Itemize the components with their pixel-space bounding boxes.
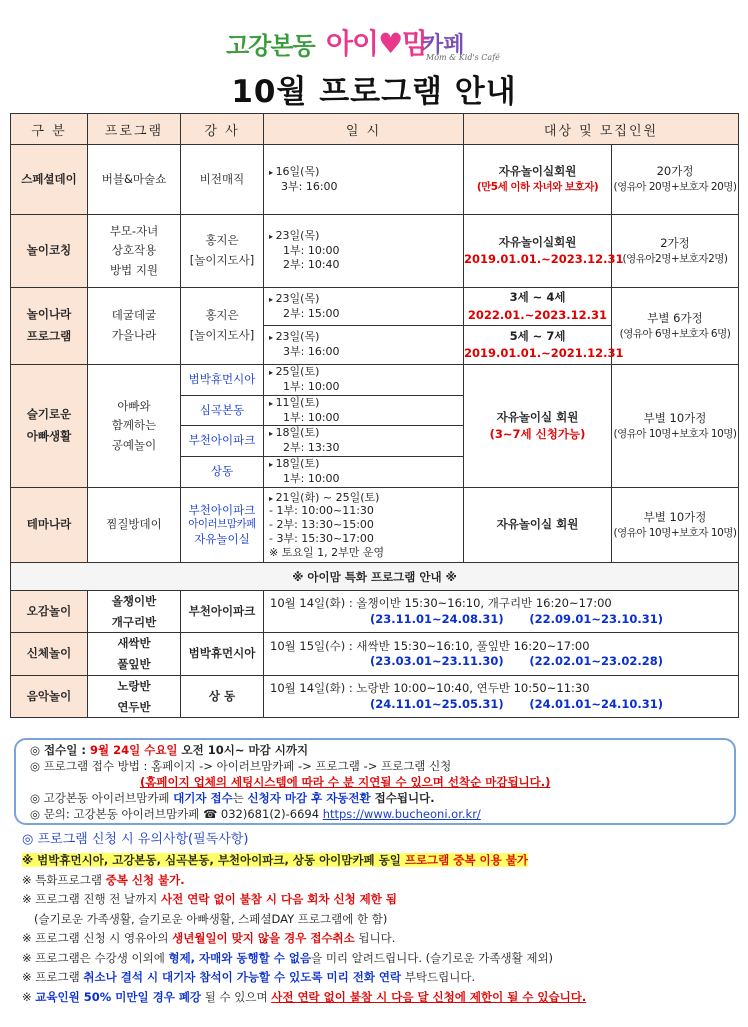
target-sub: 2022.01.~2023.12.31 <box>467 307 608 322</box>
row-program: 찜질방데이 <box>88 488 181 563</box>
target-sub: 2019.01.01.~2021.12.31 <box>464 346 624 360</box>
row-instructor <box>181 288 264 365</box>
site-name: 범박휴먼시아 <box>181 365 264 396</box>
note-item <box>22 968 738 988</box>
schedule-time: 1부: 10:00 <box>283 472 340 486</box>
table-header-row <box>11 114 739 145</box>
header-target: 대상 및 모집인원 <box>464 114 739 145</box>
row-schedule <box>264 215 464 288</box>
category-line: 놀이나라 <box>26 307 72 322</box>
header-category: 구 분 <box>11 114 88 145</box>
row-program <box>88 365 181 488</box>
note-highlight: 프로그램 중복 이용 불가 <box>404 853 528 868</box>
row-category: 오감놀이 <box>11 591 88 633</box>
info-line: (홈페이지 업체의 세팅시스템에 따라 수 분 지연될 수 있으며 선착순 마감됩니다.) <box>140 775 551 790</box>
schedule-time: - 1부: 10:00~11:30 <box>269 504 374 518</box>
category-line: 슬기로운 <box>26 407 72 422</box>
row-category <box>11 365 88 488</box>
row-detail <box>264 591 739 633</box>
row-schedule <box>264 488 464 563</box>
note-item: (슬기로운 가족생활, 슬기로운 아빠생활, 스페셜DAY 프로그램에 한 함) <box>34 911 388 926</box>
row-instructor <box>181 488 264 563</box>
row-schedule <box>264 145 464 215</box>
row-place: 상 동 <box>181 675 264 717</box>
table-row <box>11 215 739 288</box>
info-label: ◎ 접수일 : <box>30 743 90 757</box>
program-line: 풀잎반 <box>117 657 151 672</box>
row-instructor: 비전매직 <box>181 145 264 215</box>
row-detail <box>264 633 739 675</box>
row-program <box>88 675 181 717</box>
schedule-time: - 2부: 13:30~15:00 <box>269 518 374 532</box>
site-name: 상동 <box>181 457 264 488</box>
schedule-time: 1부: 10:00 <box>283 379 340 393</box>
row-count <box>612 215 739 288</box>
program-line: 방법 지원 <box>109 262 159 277</box>
note-text: ※ 프로그램은 수강생 이외에 <box>22 950 169 965</box>
schedule-date: ▸ 23일(목) <box>269 292 463 307</box>
count-sub: (영유아 20명+보호자 20명) <box>613 181 737 194</box>
program-line: 함께하는 <box>111 418 157 433</box>
site-line: 부천아이파크 <box>188 503 256 518</box>
logo-cafe: 카페 <box>422 33 465 58</box>
count-sub: (영유아 6명+보호자 6명) <box>619 327 731 340</box>
range-1: (23.03.01~23.11.30) <box>370 654 504 669</box>
notes-heading: ◎ 프로그램 신청 시 유의사항(필독사항) <box>22 832 249 847</box>
table-row <box>11 288 739 326</box>
info-text: 접수됩니다. <box>370 791 435 806</box>
note-text: ※ 프로그램 <box>22 970 84 985</box>
info-highlight: 신청자 마감 후 자동전환 <box>247 791 371 806</box>
note-item <box>22 851 738 871</box>
row-schedule <box>264 365 464 396</box>
note-highlight: 교육인원 50% 미만일 경우 폐강 <box>35 989 202 1004</box>
note-highlight: 사전 연락 없이 불참 시 다음 달 신청에 제한이 될 수 있습니다. <box>271 989 587 1004</box>
info-text: 오전 10시~ 마감 시까지 <box>177 743 309 757</box>
note-item <box>22 988 738 1008</box>
detail-ranges <box>270 654 738 670</box>
count-sub: (영유아 10명+보호자 10명) <box>613 427 737 440</box>
info-line <box>30 790 720 806</box>
program-line: 올챙이반 <box>111 594 157 609</box>
row-program <box>88 288 181 365</box>
row-category: 음악놀이 <box>11 675 88 717</box>
row-place: 범박휴먼시아 <box>181 633 264 675</box>
schedule-date: ▸ 16일(목) <box>269 165 463 180</box>
contact-text: ◎ 문의: 고강본동 아이러브맘카페 ☎ 032)681(2)-6694 <box>30 807 323 822</box>
row-target <box>464 215 624 288</box>
note-text: ※ 프로그램 진행 전 날까지 <box>22 892 162 907</box>
program-line: 개구리반 <box>111 614 157 629</box>
info-text: ◎ 고강본동 아이러브맘카페 <box>30 791 174 806</box>
range-2: (22.02.01~23.02.28) <box>529 654 663 669</box>
row-target <box>464 488 612 563</box>
target-age: 5세 ~ 7세 <box>509 328 566 343</box>
cafe-logo <box>226 22 536 66</box>
note-text: ※ <box>22 989 36 1004</box>
info-text: 는 <box>232 791 248 806</box>
site-line: 자유놀이실 <box>194 531 250 546</box>
table-row <box>11 365 739 396</box>
program-table <box>10 113 739 718</box>
program-line: 데굴데굴 <box>111 308 157 323</box>
detail-line: 10월 14일(화) : 올챙이반 15:30~16:10, 개구리반 16:20~17:00 <box>270 596 612 611</box>
row-schedule <box>264 395 464 426</box>
schedule-date: ▸ 23일(목) <box>269 229 463 244</box>
note-text: ※ 특화프로그램 <box>22 872 106 887</box>
row-schedule <box>264 426 464 457</box>
note-highlight: 중복 신청 불가. <box>105 872 185 887</box>
schedule-time: 1부: 10:00 <box>283 410 340 424</box>
range-2: (24.01.01~24.10.31) <box>529 696 663 711</box>
schedule-date: ▸ 23일(목) <box>269 330 463 345</box>
info-line <box>30 806 720 822</box>
schedule-time: - 3부: 15:30~17:00 <box>269 531 374 545</box>
table-row <box>11 591 739 633</box>
table-row <box>11 563 739 591</box>
note-text: 될 수 있으며 <box>201 989 272 1004</box>
target-title: 자유놀이실 회원 <box>496 409 579 424</box>
program-line: 부모-자녀 <box>109 223 159 238</box>
note-text: 됩니다. <box>354 931 396 946</box>
target-title: 자유놀이실 회원 <box>496 517 579 532</box>
logo-korean: 고강본동 <box>226 32 315 60</box>
schedule-date: ▸ 21일(화) ~ 25일(토) <box>269 491 463 505</box>
schedule-time: 3부: 16:00 <box>281 179 338 193</box>
site-name: 부천아이파크 <box>181 426 264 457</box>
note-text: ※ 범박휴먼시아, 고강본동, 심곡본동, 부천아이파크, 상동 아이맘카페 동일 <box>22 853 405 868</box>
info-line: ◎ 프로그램 접수 방법 : 홈페이지 -> 아이러브맘카페 -> 프로그램 -> 프로그램 신청 <box>30 759 452 774</box>
schedule-date: ▸ 18일(토) <box>269 426 463 441</box>
schedule-time: 1부: 10:00 <box>283 243 340 257</box>
header-program: 프로그램 <box>88 114 181 145</box>
row-count <box>612 145 739 215</box>
table-row <box>11 633 739 675</box>
target-title: 자유놀이실회원 <box>498 234 577 249</box>
page-title: 10월 프로그램 안내 <box>231 74 517 110</box>
site-line: 아이러브맘카페 <box>188 518 256 531</box>
row-count <box>612 288 739 365</box>
schedule-date: ▸ 18일(토) <box>269 457 463 472</box>
note-highlight: 형제, 자매와 동행할 수 없음 <box>168 950 312 965</box>
detail-line: 10월 14일(화) : 노랑반 10:00~10:40, 연두반 10:50~11:30 <box>270 680 590 695</box>
row-target <box>464 288 612 326</box>
count-value: 2가정 <box>660 235 690 250</box>
table-row <box>11 145 739 215</box>
registration-date: 9월 24일 수요일 <box>89 743 178 757</box>
row-category: 스페셜데이 <box>11 145 88 215</box>
info-line <box>30 742 720 758</box>
note-highlight: 취소나 결석 시 대기자 참석이 가능할 수 있도록 미리 전화 연락 <box>83 970 402 985</box>
logo-aimom: 아이♥맘 <box>326 27 429 60</box>
special-program-heading: ※ 아이맘 특화 프로그램 안내 ※ <box>11 563 739 591</box>
row-target <box>464 326 624 365</box>
schedule-time: 2부: 13:30 <box>283 441 340 455</box>
count-sub: (영유아2명+보호자2명) <box>622 252 728 265</box>
header-datetime: 일 시 <box>264 114 464 145</box>
row-program: 버블&마술쇼 <box>88 145 181 215</box>
note-item <box>22 871 738 891</box>
row-program <box>88 633 181 675</box>
count-value: 부별 10가정 <box>643 509 707 524</box>
row-category: 신체놀이 <box>11 633 88 675</box>
info-highlight: 대기자 접수 <box>173 791 233 806</box>
instructor-name: 홍지은 <box>205 308 239 323</box>
row-target <box>464 365 612 488</box>
count-sub: (영유아 10명+보호자 10명) <box>613 526 737 539</box>
table-row <box>11 488 739 563</box>
target-sub: 2019.01.01.~2023.12.31 <box>464 252 624 266</box>
note-text: ※ 프로그램 신청 시 영유아의 <box>22 931 173 946</box>
category-line: 아빠생활 <box>26 429 72 444</box>
target-sub: (만5세 이하 자녀와 보호자) <box>476 181 599 194</box>
row-count <box>612 365 739 488</box>
range-1: (23.11.01~24.08.31) <box>370 611 504 626</box>
target-title: 자유놀이실회원 <box>498 164 577 178</box>
count-value: 20가정 <box>656 164 694 178</box>
note-item <box>22 929 738 949</box>
target-sub: (3~7세 신청가능) <box>489 427 586 442</box>
range-1: (24.11.01~25.05.31) <box>370 696 504 711</box>
row-count <box>612 488 739 563</box>
row-schedule <box>264 457 464 488</box>
instructor-name: 홍지은 <box>205 233 239 248</box>
row-program <box>88 591 181 633</box>
website-link[interactable]: https://www.bucheoni.or.kr/ <box>322 807 481 822</box>
count-value: 부별 10가정 <box>643 410 707 425</box>
note-item <box>22 949 738 969</box>
row-program <box>88 215 181 288</box>
detail-ranges <box>270 697 738 713</box>
row-place: 부천아이파크 <box>181 591 264 633</box>
instructor-title: [놀이지도사] <box>189 328 255 342</box>
note-item <box>22 890 738 910</box>
note-highlight: 생년월일이 맞지 않을 경우 접수취소 <box>172 931 355 946</box>
table-row <box>11 675 739 717</box>
note-text: 을 미리 알려드립니다. (슬기로운 가족생활 제외) <box>311 950 554 965</box>
registration-info-box <box>14 738 736 825</box>
row-instructor <box>181 215 264 288</box>
row-target <box>464 145 612 215</box>
site-name: 심곡본동 <box>181 395 264 426</box>
row-category: 놀이코칭 <box>11 215 88 288</box>
program-line: 공예놀이 <box>111 437 157 452</box>
target-age: 3세 ~ 4세 <box>509 290 566 305</box>
count-value: 부별 6가정 <box>647 310 703 325</box>
row-schedule <box>264 288 464 326</box>
detail-ranges <box>270 612 738 628</box>
schedule-time: 3부: 16:00 <box>283 345 340 358</box>
note-text: 부탁드립니다. <box>401 970 476 985</box>
row-schedule <box>264 326 464 365</box>
schedule-date: ▸ 11일(토) <box>269 396 463 411</box>
program-line: 가을나라 <box>111 328 157 342</box>
schedule-date: ▸ 25일(토) <box>269 365 463 380</box>
note-highlight: 사전 연락 없이 불참 시 다음 회차 신청 제한 됨 <box>161 892 398 907</box>
program-line: 연두반 <box>117 699 151 714</box>
schedule-time: 2부: 10:40 <box>283 258 340 272</box>
notes-section <box>22 829 738 1007</box>
logo-subtitle: Mom & Kid's Café <box>426 53 500 62</box>
program-line: 노랑반 <box>117 678 151 693</box>
range-2: (22.09.01~23.10.31) <box>529 611 663 626</box>
row-detail <box>264 675 739 717</box>
program-line: 상호작용 <box>111 243 157 258</box>
instructor-title: [놀이지도사] <box>189 253 255 267</box>
header-instructor: 강 사 <box>181 114 264 145</box>
row-category: 테마나라 <box>11 488 88 563</box>
row-category <box>11 288 88 365</box>
schedule-note: ※ 토요일 1, 2부만 운영 <box>269 545 385 559</box>
category-line: 프로그램 <box>26 329 72 343</box>
detail-line: 10월 15일(수) : 새싹반 15:30~16:10, 풀잎반 16:20~17:00 <box>270 638 590 653</box>
program-line: 아빠와 <box>117 398 151 413</box>
program-line: 새싹반 <box>117 636 151 651</box>
schedule-time: 2부: 15:00 <box>283 306 340 320</box>
